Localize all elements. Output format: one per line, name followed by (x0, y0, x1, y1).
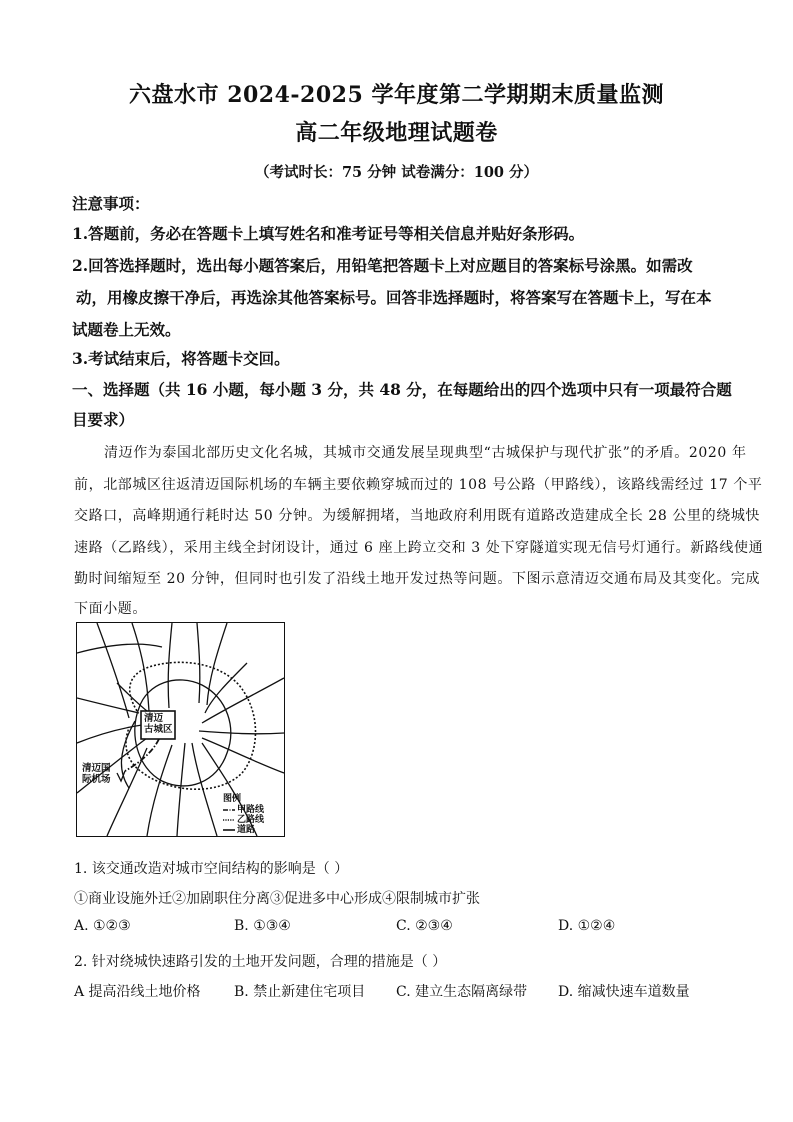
question-1-option-d: D. ①②④ (558, 918, 616, 934)
exam-subtitle: 高二年级地理试题卷 (295, 120, 498, 146)
passage-line-4: 速路（乙路线），采用主线全封闭设计，通过 6 座上跨立交和 3 处下穿隧道实现无信号灯通行。新路线使通 (74, 540, 764, 556)
question-1-option-b: B. ①③④ (234, 918, 291, 934)
section-heading-line-1: 一、选择题（共 16 小题，每小题 3 分，共 48 分，在每题给出的四个选项中只有一项最符合题 (72, 380, 732, 399)
road (202, 678, 284, 723)
passage-line-3: 交路口，高峰期通行耗时达 50 分钟。为缓解拥堵，当地政府利用既有道路改造建成全长 28 公里的绕城快 (74, 508, 761, 524)
notes-heading: 注意事项： (72, 194, 150, 213)
road (202, 738, 284, 773)
road (77, 725, 142, 743)
question-2-option-a: A 提高沿线土地价格 (74, 984, 201, 1000)
passage-line-5: 勤时间缩短至 20 分钟，但同时也引发了沿线土地开发过热等问题。下图示意清迈交通布局及其变化。完成 (74, 571, 761, 587)
passage-line-2: 前，北部城区往返清迈国际机场的车辆主要依赖穿城而过的 108 号公路（甲路线），该路线需经过 17 个平 (74, 477, 763, 493)
note-item-2-line-2: 动，用橡皮擦干净后，再选涂其他答案标号。回答非选择题时，将答案写在答题卡上，写在本 (76, 288, 712, 307)
note-item-2-line-1: 2.回答选择题时，选出每小题答案后，用铅笔把答题卡上对应题目的答案标号涂黑。如需改 (72, 256, 693, 275)
question-2-option-c: C. 建立生态隔离绿带 (396, 984, 528, 1000)
question-2-stem: 2. 针对绕城快速路引发的土地开发问题，合理的措施是（ ） (74, 954, 447, 970)
road (132, 623, 149, 711)
legend-jia-label: 甲路线 (237, 805, 265, 815)
legend-road-label: 道路 (237, 825, 256, 835)
question-1-option-a: A. ①②③ (74, 918, 131, 934)
question-1-option-c: C. ②③④ (396, 918, 453, 934)
note-item-2-line-3: 试题卷上无效。 (72, 320, 181, 339)
airport-label: 清迈国 际机场 (82, 763, 111, 785)
road (168, 623, 172, 708)
road (197, 623, 200, 703)
exam-info: （考试时长：75 分钟 试卷满分：100 分） (254, 164, 539, 181)
road (177, 743, 185, 836)
question-1-stem: 1. 该交通改造对城市空间结构的影响是（ ） (74, 861, 349, 877)
route-jia (125, 739, 159, 771)
road (77, 644, 162, 653)
section-heading-line-2: 目要求） (72, 410, 135, 429)
old-city-label: 清迈 古城区 (144, 713, 173, 735)
chiang-mai-traffic-map (76, 622, 285, 837)
passage-line-6: 下面小题。 (74, 601, 147, 617)
exam-title: 六盘水市 2024-2025 学年度第二学期期末质量监测 (129, 82, 664, 108)
legend-title: 图例 (223, 794, 242, 804)
road (207, 623, 227, 705)
road (199, 731, 284, 734)
road (117, 683, 147, 711)
question-2-option-d: D. 缩减快速车道数量 (558, 984, 690, 1000)
note-item-3: 3.考试结束后，将答题卡交回。 (72, 349, 290, 368)
road (147, 745, 172, 836)
passage-line-1: 清迈作为泰国北部历史文化名城，其城市交通发展呈现典型“古城保护与现代扩张”的矛盾。2020 年 (104, 445, 747, 461)
note-item-1: 1.答题前，务必在答题卡上填写姓名和准考证号等相关信息并贴好条形码。 (72, 224, 585, 243)
question-2-option-b: B. 禁止新建住宅项目 (234, 984, 366, 1000)
road (77, 698, 139, 713)
legend-yi-label: 乙路线 (237, 815, 265, 825)
road (205, 663, 247, 713)
question-1-statements: ①商业设施外迁②加剧职住分离③促进多中心形成④限制城市扩张 (74, 891, 480, 907)
